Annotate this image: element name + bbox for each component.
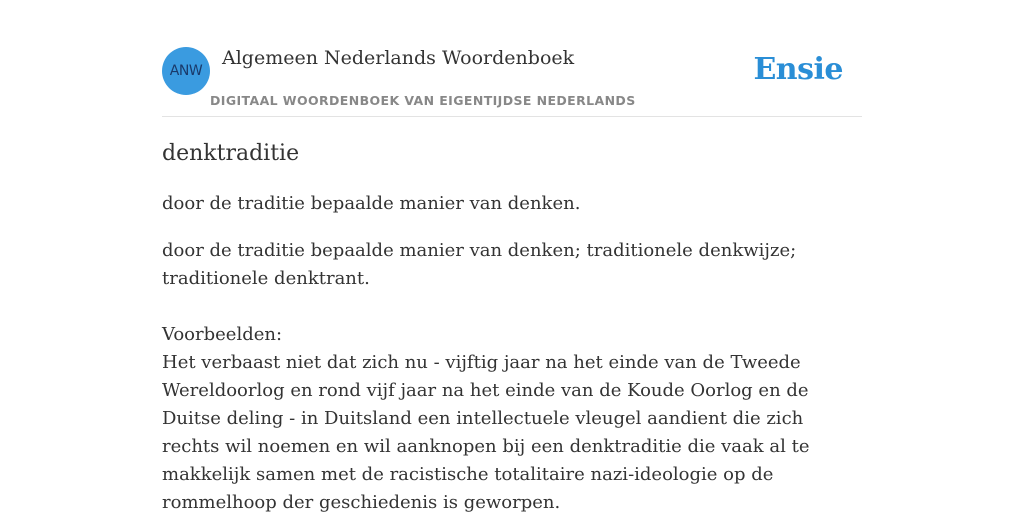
- long-definition: door de traditie bepaalde manier van denken; traditionele denkwijze; traditionele denktrant.: [162, 240, 797, 289]
- site-name[interactable]: Algemeen Nederlands Woordenboek: [222, 47, 575, 69]
- site-header: [162, 46, 862, 117]
- entry-headword: denktraditie: [162, 141, 300, 166]
- site-tagline: DIGITAAL WOORDENBOEK VAN EIGENTIJDSE NEDERLANDS: [210, 93, 636, 108]
- spacer: [162, 293, 862, 321]
- entry-content: [162, 138, 862, 512]
- short-definition: door de traditie bepaalde manier van denken.: [162, 193, 581, 214]
- long-definition-block: [162, 237, 862, 512]
- example-sentence: Het verbaast niet dat zich nu - vijftig jaar na het einde van de Tweede Wereldoorlog en rond vijf jaar na het einde van de Koude Oorlog en de Duitse deling - in Duitsland een intellectuele vleugel aandient die zich rechts wil noemen en wil aanknopen bij een denktraditie die vaak al te makkelijk samen met de racistische totalitaire nazi-ideologie op de rommelhoop der geschiedenis is geworpen.: [162, 352, 810, 512]
- anw-logo[interactable]: [162, 47, 210, 95]
- anw-logo-text: ANW: [169, 63, 203, 79]
- ensie-logo[interactable]: Ensie: [753, 52, 843, 87]
- examples-label: Voorbeelden:: [162, 324, 283, 345]
